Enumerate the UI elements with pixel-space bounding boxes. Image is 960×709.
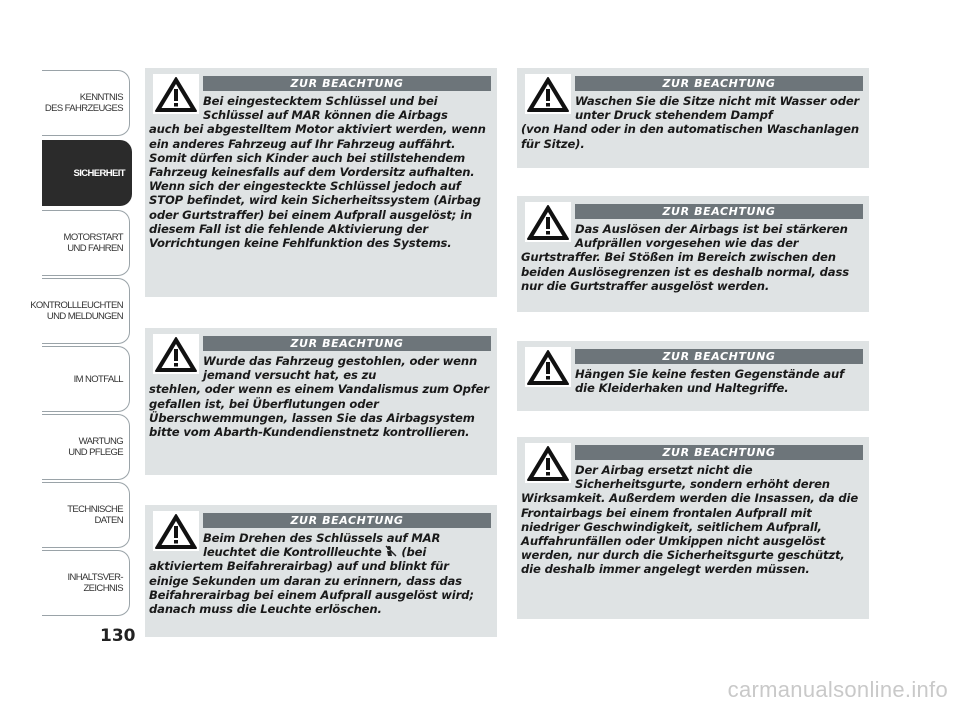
warning-text-intro: Das Auslösen der Airbags ist bei stärkeren Aufprällen vorgesehen wie das der <box>575 222 848 251</box>
warning-header: ZUR BEACHTUNG <box>203 336 491 351</box>
warning-header: ZUR BEACHTUNG <box>575 349 863 364</box>
warning-text <box>149 354 491 439</box>
warning-text <box>521 94 863 151</box>
tab-im-notfall[interactable]: IM NOTFALL <box>42 346 130 412</box>
warning-header: ZUR BEACHTUNG <box>575 76 863 91</box>
tab-motorstart[interactable]: MOTORSTART UND FAHREN <box>42 210 130 276</box>
warning-text-body: Gurtstraffer. Bei Stößen im Bereich zwischen den beiden Auslösegrenzen ist es deshalb normal, dass nur die Gurtstraffer ausgelöst werden. <box>521 250 849 293</box>
warning-text-intro-a: Beim Drehen des Schlüssels auf MAR leuchtet die Kontrollleuchte <box>203 531 441 560</box>
airbag-off-indicator-icon <box>385 545 397 557</box>
warning-text <box>521 222 863 293</box>
tab-technische-daten[interactable]: TECHNISCHE DATEN <box>42 482 130 548</box>
warning-text-intro: Der Airbag ersetzt nicht die Sicherheitsgurte, sondern erhöht deren <box>575 463 830 492</box>
page-number: 130 <box>100 626 136 646</box>
warning-text-body: (von Hand oder in den automatischen Waschanlagen für Sitze). <box>521 122 859 151</box>
warning-header: ZUR BEACHTUNG <box>203 513 491 528</box>
tab-kontrollleuchten[interactable]: KONTROLLLEUCHTEN UND MELDUNGEN <box>42 278 130 344</box>
warning-text-intro-b: (bei <box>401 545 427 560</box>
warning-text-intro: Bei eingestecktem Schlüssel und bei Schlüssel auf MAR können die Airbags <box>203 94 448 123</box>
warning-text-body: auch bei abgestelltem Motor aktiviert werden, wenn ein anderes Fahrzeug auf Ihr Fahrzeug auffährt. Somit dürfen sich Kinder auch bei stillstehendem Fahrzeug keinesfalls auf dem Vordersitz aufhalten. Wenn sich der eingesteckte Schlüssel jedoch auf STOP befindet, wird kein Sicherheitssystem (Airbag oder Gurtstraffer) bei einem Aufprall ausgelöst; in diesem Fall ist die fehlende Aktivierung der Vorrichtungen keine Fehlfunktion des Systems. <box>149 122 486 251</box>
warning-text-intro <box>149 531 491 559</box>
warning-box-theft <box>145 328 497 475</box>
warning-box-hooks <box>517 341 869 411</box>
tab-inhaltsverzeichnis[interactable]: INHALTSVER- ZEICHNIS <box>42 550 130 616</box>
warning-header: ZUR BEACHTUNG <box>203 76 491 91</box>
warning-text <box>521 463 863 577</box>
warning-text-intro: Waschen Sie die Sitze nicht mit Wasser oder unter Druck stehendem Dampf <box>575 94 860 123</box>
tab-kenntnis[interactable]: KENNTNIS DES FAHRZEUGES <box>42 70 130 136</box>
warning-box-seatbelts <box>517 437 869 619</box>
warning-box-airbag-trigger <box>517 196 869 312</box>
tab-wartung[interactable]: WARTUNG UND PFLEGE <box>42 414 130 480</box>
warning-text <box>149 531 491 616</box>
warning-text <box>521 367 863 395</box>
warning-text-body: Wirksamkeit. Außerdem werden die Insassen, da die Frontairbags bei einem frontalen Aufprall mit niedriger Geschwindigkeit, seitlichem Aufprall, Auffahrunfällen oder Umkippen nicht ausgelöst werden, nur durch die Sicherheitsgurte geschützt, die deshalb immer angelegt werden müssen. <box>521 491 859 577</box>
warning-box-indicator <box>145 505 497 637</box>
tab-sicherheit[interactable]: SICHERHEIT <box>42 140 132 206</box>
warning-box-wash-seats <box>517 68 869 168</box>
warning-text-body: stehlen, oder wenn es einem Vandalismus zum Opfer gefallen ist, bei Überflutungen oder Überschwemmungen, lassen Sie das Airbagsystem bitte vom Abarth-Kundendienstnetz kontrollieren. <box>149 382 489 440</box>
warning-header: ZUR BEACHTUNG <box>575 204 863 219</box>
warning-box-airbag-key <box>145 68 497 297</box>
chapter-sidebar <box>30 70 132 620</box>
warning-text-body: aktiviertem Beifahrerairbag) auf und blinkt für einige Sekunden um daran zu erinnern, dass das Beifahrerairbag bei einem Aufprall ausgelöst wird; danach muss die Leuchte erlöschen. <box>149 559 474 617</box>
warning-text-intro: Hängen Sie keine festen Gegenstände auf die Kleiderhaken und Haltegriffe. <box>575 367 845 396</box>
warning-text-intro: Wurde das Fahrzeug gestohlen, oder wenn jemand versucht hat, es zu <box>203 354 478 383</box>
warning-header: ZUR BEACHTUNG <box>575 445 863 460</box>
watermark: carmanualsonline.info <box>727 677 948 702</box>
warning-text <box>149 94 491 250</box>
